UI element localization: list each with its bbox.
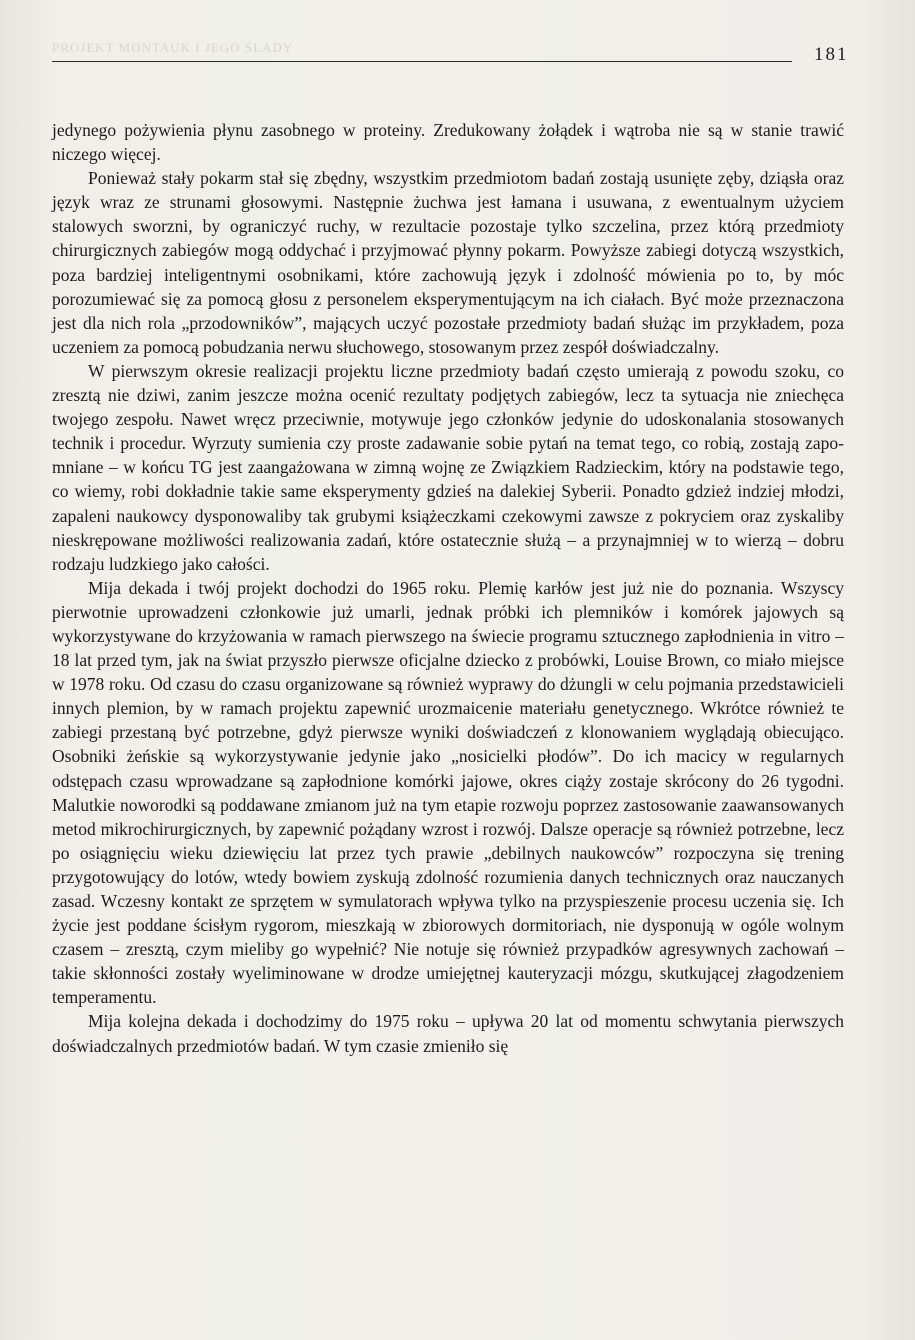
page-number: 181 xyxy=(814,44,849,65)
header-rule xyxy=(52,61,792,62)
paragraph: jedynego pożywienia płynu zasobnego w proteiny. Zredukowany żołądek i wątroba nie są w stanie trawić niczego więcej. xyxy=(52,120,844,165)
paragraph: Ponieważ stały pokarm stał się zbędny, wszystkim przedmiotom badań zostają usunięte zęby, dziąsła oraz język wraz ze strunami głosowymi. Następnie żuchwa jest łamana i usuwana, z ewentualnym użyciem stalowych sworzni, by ograniczyć ruchy, w rezultacie pozostaje tylko szczelina, przez którą przedmioty chirurgicznych zabiegów mogą oddychać i przyjmować płynny pokarm. Powyższe zabiegi dotyczą wszystkich, poza bardziej inteligentnymi osobnikami, które zachowują język i zdolność mówienia po to, by móc porozumiewać się za pomocą głosu z personelem eksperymentującym na ich ciałach. Być może przeznaczona jest dla nich rola „przodowników”, mających uczyć pozostałe przedmioty badań służąc im przykładem, poza uczeniem za pomocą pobudzania nerwu słuchowego, stosowanym przez zespół doświadczalny. xyxy=(52,168,844,357)
paragraph: Mija kolejna dekada i dochodzimy do 1975 roku – upływa 20 lat od momentu schwytania pierwszych doświadczalnych przedmiotów badań. W tym czasie zmieniło się xyxy=(52,1011,844,1056)
page-header xyxy=(52,40,852,80)
paragraph: W pierwszym okresie realizacji projektu liczne przedmioty badań często umierają z powodu szoku, co zresztą nie dziwi, zanim jeszcze można ocenić rezultaty podjętych zabiegów, lecz ta sytuacja nie zniechęca twojego zespołu. Nawet wręcz przeciwnie, motywuje jego członków jedynie do udoskonalania stosowanych technik i procedur. Wyrzuty sumienia czy proste zadawanie sobie pytań na temat tego, co robią, zostają zapomniane – w końcu TG jest zaangażowana w zimną wojnę ze Związkiem Radzieckim, który na podstawie tego, co wiemy, robi dokładnie takie same eksperymenty gdzieś na dalekiej Syberii. Ponadto gdzież indziej młodzi, zapaleni naukowcy dysponowaliby tak grubymi książeczkami czekowymi zawsze z pokryciem oraz zyskaliby nieskrępowane możliwości realizowania zadań, które ostatecznie służą – a przynajmniej w to wierzą – dobru rodzaju ludzkiego jako całości. xyxy=(52,360,844,574)
running-head: PROJEKT MONTAUK I JEGO ŚLADY xyxy=(52,40,294,55)
body-text xyxy=(52,118,844,1058)
paragraph: Mija dekada i twój projekt dochodzi do 1965 roku. Plemię karłów jest już nie do poznania. Wszyscy pierwotnie uprowadzeni członkowie już umarli, jednak próbki ich plemników i komórek jajowych są wykorzystywane do krzyżowania w ramach pierwszego na świecie programu sztucznego zapłodnienia in vitro – 18 lat przed tym, jak na świat przyszło pierwsze oficjalne dziecko z probówki, Louise Brown, co miało miejsce w 1978 roku. Od czasu do czasu organizowane są również wyprawy do dżungli w celu pojmania przedstawicieli innych plemion, by w ramach projektu zapewnić urozmaicenie materiału genetycznego. Wkrótce również te zabiegi przestaną być potrzebne, gdyż pierwsze wyniki doświadczeń z klonowaniem wyglądają obiecująco. Osobniki żeńskie są wykorzystywanie jedynie jako „nosicielki płodów”. Do ich macicy w regularnych odstępach czasu wprowadzane są zapłodnione komórki jajowe, okres ciąży zostaje skrócony do 26 tygodni. Malutkie noworodki są poddawane zmianom już na tym etapie rozwoju poprzez zastosowanie zaawansowanych metod mikrochirurgicznych, by zapewnić pożądany wzrost i rozwój. Dalsze operacje są również potrzebne, lecz po osiągnięciu wieku dziewięciu lat przez tych prawie „debilnych naukowców” rozpoczyna się trening przygotowujący do lotów, wtedy bowiem zyskują zdolność rozumienia danych technicznych oraz nauczanych zasad. Wczesny kontakt ze sprzętem w symulatorach wpływa tylko na przyspieszenie procesu uczenia się. Ich życie jest poddane ścisłym rygorom, mieszkają w zbiorowych dormitoriach, nie dysponują w ogóle wolnym czasem – zresztą, czym mieliby go wypełnić? Nie notuje się również przypadków agresywnych zachowań – takie skłonności zostały wyeliminowane w drodze umiejętnej kauteryzacji mózgu, skutkującej złagodzeniem temperamentu. xyxy=(52,577,844,1008)
